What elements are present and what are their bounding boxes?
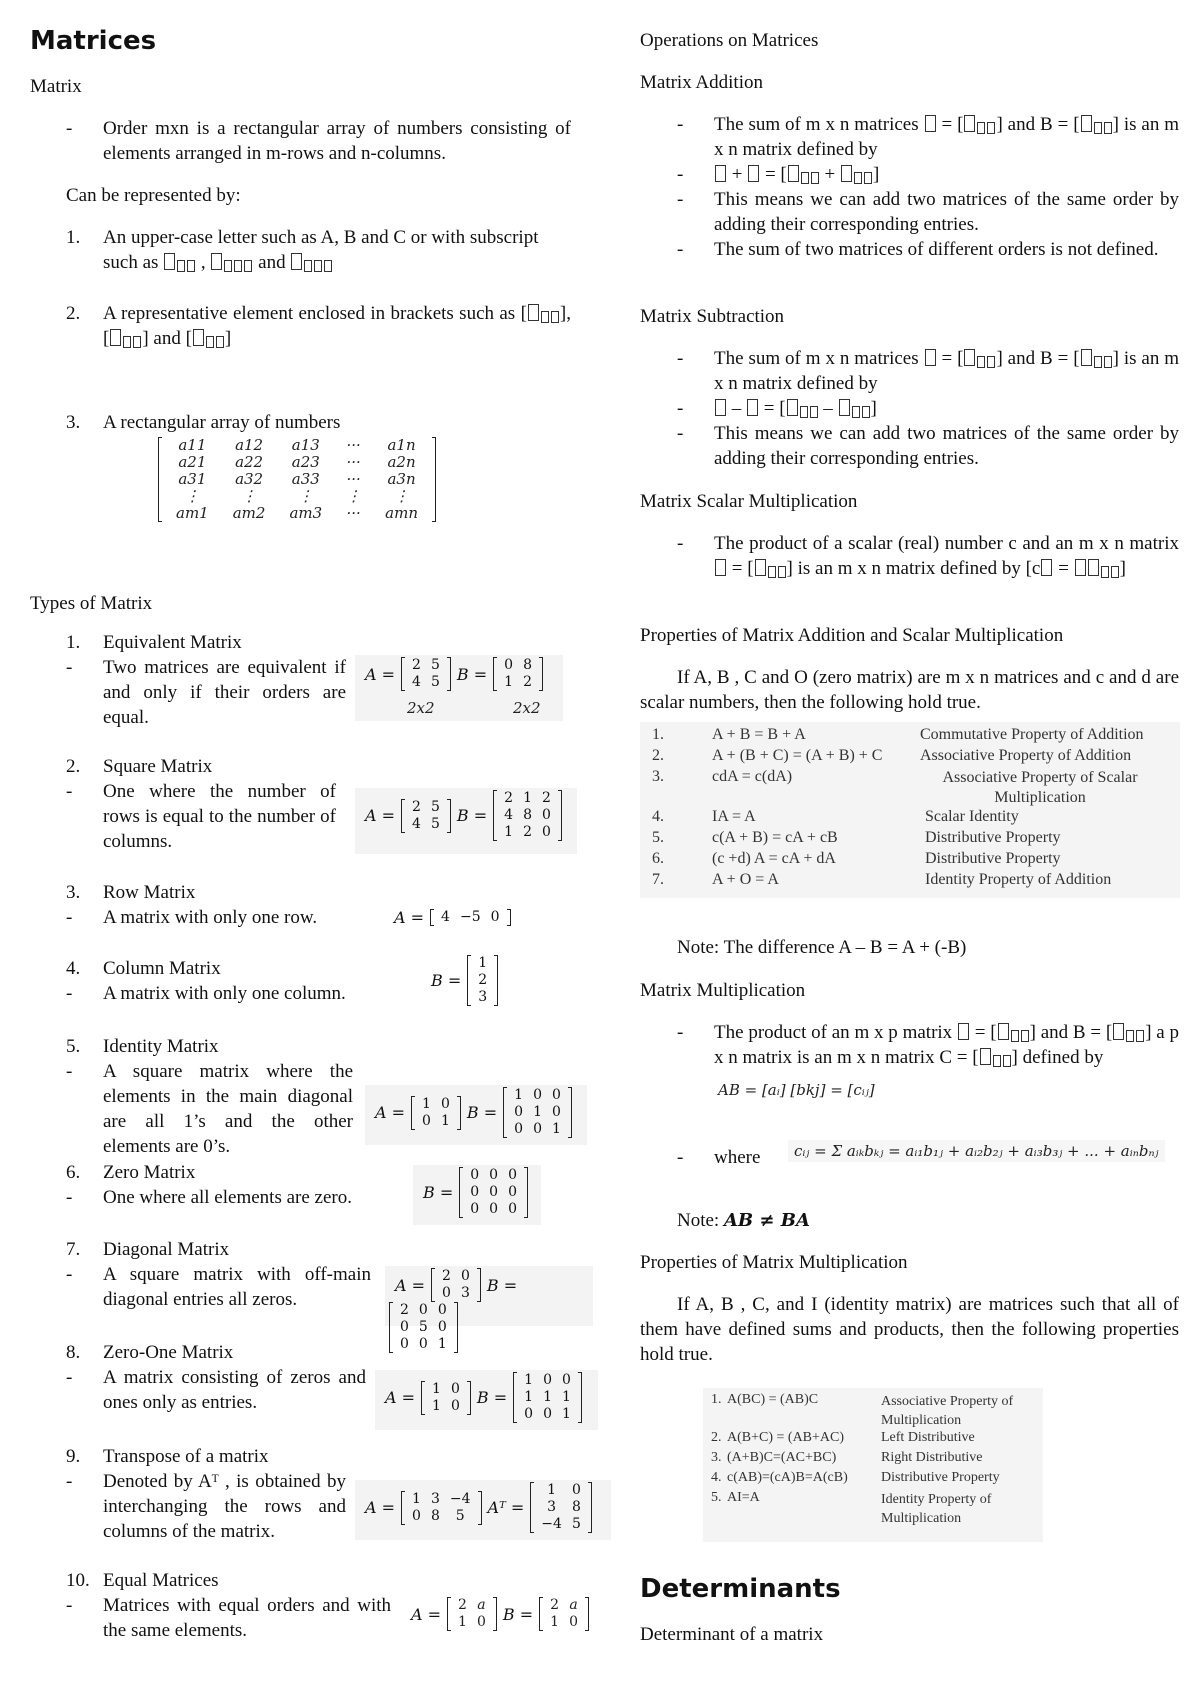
general-matrix-cell: ⋮ — [346, 487, 362, 505]
noncommutative-note: Note: AB ≠ BA — [677, 1210, 810, 1231]
multiplication-definition: - The product of an m x p matrix = [ ] and B = [ ] a p x n matrix is an m x n matrix C = [ ] defined by — [677, 1022, 1180, 1068]
zero-one-matrix-example: A = 1 0 1 0 B = 1 0 0 1 1 1 0 0 1 — [375, 1370, 598, 1430]
general-matrix-cell: a3n — [387, 470, 416, 488]
general-matrix-cell: ⋮ — [184, 487, 200, 505]
general-matrix-cell: ⋮ — [394, 487, 410, 505]
addition-heading: Matrix Addition — [640, 72, 763, 93]
addition-list: - The sum of m x n matrices = [ ] and B = [ ] is an m x n matrix defined by - + = [ + ] - This means we can add two matrices of the same order by adding their corresponding entries. - The sum of two matrices of different orders is not defined. — [677, 114, 1180, 260]
rep-item-3: 3. A rectangular array of numbers — [66, 412, 341, 433]
general-matrix-cell: ··· — [346, 504, 361, 522]
type-zero: 6. Zero Matrix - One where all elements are zero. — [66, 1162, 352, 1208]
general-matrix-cell: a22 — [235, 453, 264, 471]
subtraction-list: - The sum of m x n matrices = [ ] and B = [ ] is an m x n matrix defined by - – = [ – ] - This means we can add two matrices of the same order by adding their corresponding entries. — [677, 348, 1180, 469]
matrix-definition: - Order mxn is a rectangular array of numbers consisting of elements arranged in m-rows and n-columns. — [66, 118, 571, 164]
addition-properties-table: 1. A + B = B + A Commutative Property of Addition 2. A + (B + C) = (A + B) + C Associative Property of Addition 3. cdA = c(dA) Associative Property of Scalar Multiplication 4. IA = A Scalar Identity 5. c(A + B) = cA + cB Distributive Property 6. (c +d) A = cA + dA Distributive Property 7. A + O = A Identity Property of Addition — [640, 722, 1180, 898]
general-matrix-cell: a12 — [235, 436, 264, 454]
general-matrix-cell: a21 — [178, 453, 207, 471]
rep-item-1: 1. An upper-case letter such as A, B and C or with subscript such as , and — [66, 227, 539, 273]
identity-matrix-example: A = 1 0 0 1 B = 1 0 0 0 1 0 0 0 1 — [365, 1085, 587, 1145]
general-matrix — [158, 437, 436, 522]
difference-note: Note: The difference A – B = A + (-B) — [677, 937, 967, 958]
rep-intro: Can be represented by: — [66, 185, 241, 206]
general-matrix-cell: am3 — [289, 504, 323, 522]
general-matrix-cell: a23 — [291, 453, 320, 471]
scalar-definition: - The product of a scalar (real) number c and an m x n matrix = [ ] is an m x n matrix defined by [c = ] — [677, 533, 1179, 579]
general-matrix-cell: amn — [385, 504, 418, 522]
properties-intro: If A, B , C and O (zero matrix) are m x n matrices and c and d are scalar numbers, then the following hold true. — [640, 667, 1179, 713]
zero-matrix-example: B = 0 0 0 0 0 0 0 0 0 — [413, 1165, 541, 1225]
type-row: 3. Row Matrix - A matrix with only one row. — [66, 882, 318, 928]
where-formula: cᵢⱼ = Σ aᵢₖbₖⱼ = aᵢ₁b₁ⱼ + aᵢ₂b₂ⱼ + aᵢ₃b₃ⱼ + ... + aᵢₙbₙⱼ — [788, 1140, 1165, 1162]
rep-item-2: 2. A representative element enclosed in brackets such as [ ],[ ] and [ ] — [66, 303, 571, 349]
type-zero-one: 8. Zero-One Matrix - A matrix consisting of zeros and ones only as entries. — [66, 1342, 366, 1413]
general-matrix-cell: a2n — [387, 453, 416, 471]
multiplication-formula: AB = [aᵢ] [bkj] = [cᵢⱼ] — [718, 1081, 875, 1099]
determinants-title: Determinants — [640, 1574, 841, 1604]
general-matrix-cell: a13 — [291, 436, 320, 454]
general-matrix-cell: ··· — [346, 470, 361, 488]
mult-properties-table: 1. A(BC) = (AB)C Associative Property of Multiplication 2. A(B+C) = (AB+AC) Left Distributive 3. (A+B)C=(AC+BC) Right Distributive 4. c(AB)=(cA)B=A(cB) Distributive Property 5. AI=A Identity Property of Multiplication — [703, 1388, 1043, 1542]
mult-properties-intro: If A, B , C, and I (identity matrix) are matrices such that all of them have defined sums and products, then the following properties hold true. — [640, 1294, 1179, 1365]
row-matrix-example: A = 4 −5 0 — [388, 906, 511, 928]
square-matrix-example: A = 2 5 4 5 B = 2 1 2 4 8 0 1 2 0 — [355, 788, 577, 854]
column-matrix-example: B = 1 2 3 — [425, 955, 498, 1006]
type-diagonal: 7. Diagonal Matrix - A square matrix with off-main diagonal entries all zeros. — [66, 1239, 371, 1310]
matrix-heading: Matrix — [30, 76, 82, 97]
general-matrix-cell: am2 — [232, 504, 266, 522]
general-matrix-cell: a1n — [387, 436, 416, 454]
general-matrix-cell: a32 — [235, 470, 264, 488]
mult-properties-heading: Properties of Matrix Multiplication — [640, 1252, 908, 1273]
scalar-heading: Matrix Scalar Multiplication — [640, 491, 858, 512]
transpose-matrix-example: A = 1 3 −4 0 8 5 Aᵀ = 1 0 3 8 −4 5 — [355, 1480, 611, 1540]
page-title: Matrices — [30, 26, 157, 56]
general-matrix-cell: ··· — [346, 436, 361, 454]
type-column: 4. Column Matrix - A matrix with only one column. — [66, 958, 346, 1004]
general-matrix-cell: a31 — [178, 470, 207, 488]
equivalent-matrix-example: A = 2 5 4 5 B = 0 8 1 2 2x2 2x2 — [355, 655, 563, 721]
operations-heading: Operations on Matrices — [640, 30, 819, 51]
type-equivalent: 1. Equivalent Matrix - Two matrices are equivalent if and only if their orders are equal. — [66, 632, 346, 728]
subtraction-heading: Matrix Subtraction — [640, 306, 785, 327]
determinant-heading: Determinant of a matrix — [640, 1624, 824, 1645]
general-matrix-cell: a11 — [178, 436, 207, 454]
general-matrix-cell: ··· — [346, 453, 361, 471]
types-heading: Types of Matrix — [30, 593, 153, 614]
multiplication-heading: Matrix Multiplication — [640, 980, 806, 1001]
diagonal-matrix-example: A = 2 0 0 3 B = 2 0 0 0 5 0 0 0 1 — [385, 1266, 593, 1326]
general-matrix-cell: a33 — [291, 470, 320, 488]
where-line: - where — [677, 1147, 761, 1168]
equal-matrix-example: A = 2 a 1 0 B = 2 a 1 0 — [405, 1597, 589, 1631]
type-transpose: 9. Transpose of a matrix - Denoted by Aᵀ , is obtained by interchanging the rows and columns of the matrix. — [66, 1446, 346, 1542]
type-equal: 10. Equal Matrices - Matrices with equal orders and with the same elements. — [66, 1570, 391, 1641]
type-square: 2. Square Matrix - One where the number of rows is equal to the number of columns. — [66, 756, 336, 852]
general-matrix-cell: am1 — [176, 504, 209, 522]
type-identity: 5. Identity Matrix - A square matrix where the elements in the main diagonal are all 1’s and the other elements are 0’s. — [66, 1036, 353, 1157]
properties-heading: Properties of Matrix Addition and Scalar Multiplication — [640, 625, 1064, 646]
general-matrix-cell: ⋮ — [298, 487, 314, 505]
general-matrix-cell: ⋮ — [241, 487, 257, 505]
